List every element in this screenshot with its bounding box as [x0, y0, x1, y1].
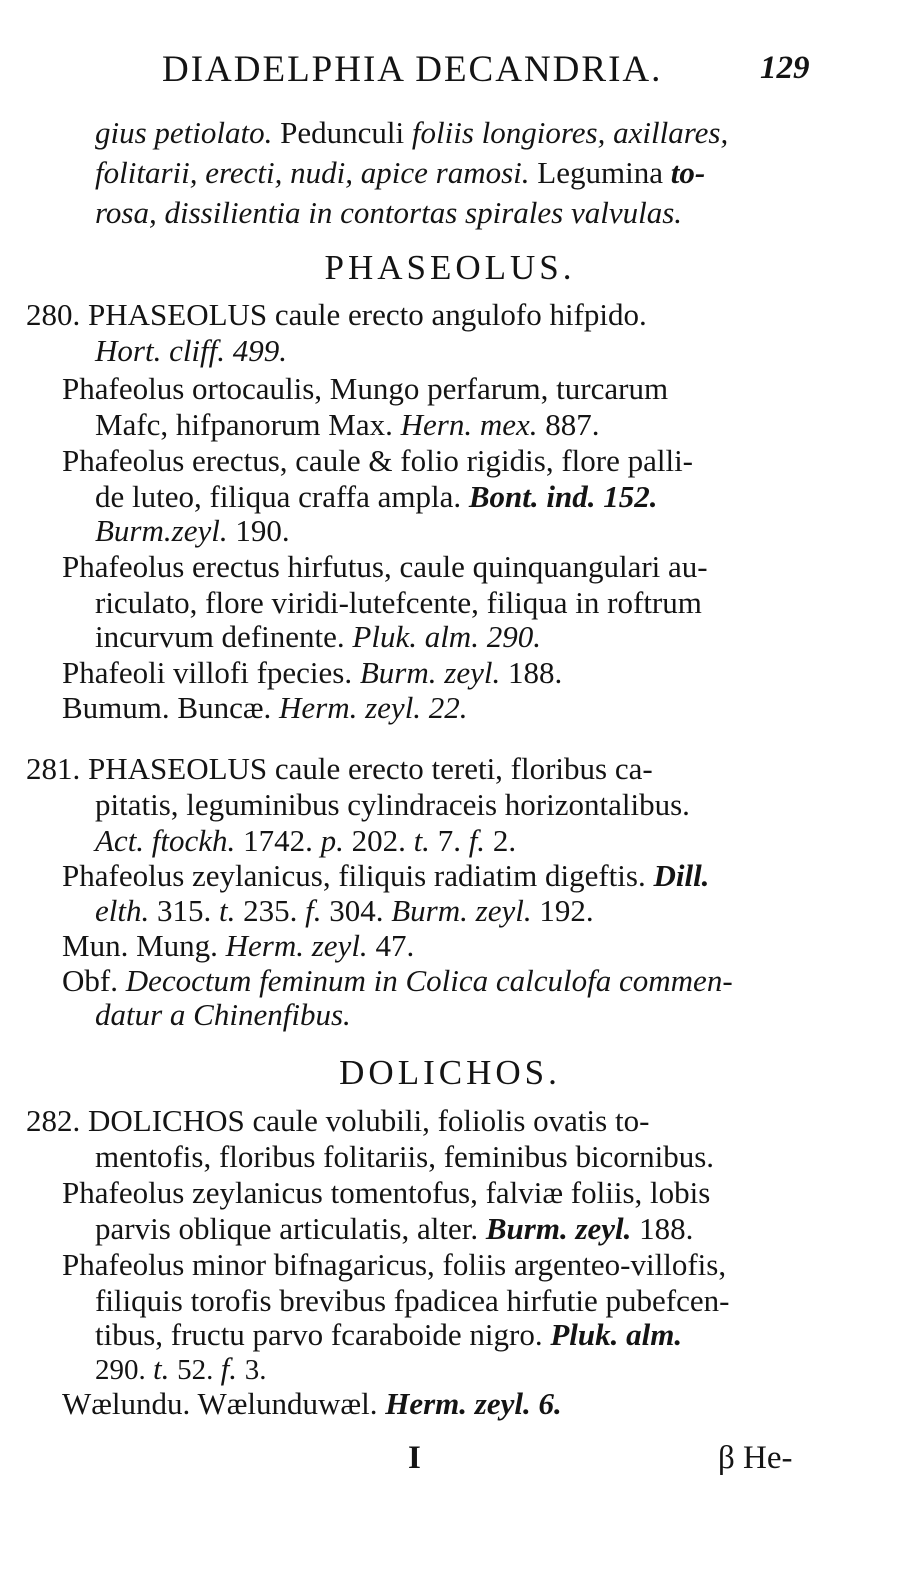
- text-run: f.: [220, 1351, 245, 1386]
- text-run: 188.: [639, 1211, 694, 1246]
- text-run: riculato, flore viridi-lutefcente, filiqua in roftrum: [95, 585, 702, 620]
- text-run: Mafc, hifpanorum Max.: [95, 407, 401, 442]
- synonym-line: [95, 407, 600, 443]
- synonym-line: [95, 479, 658, 515]
- synonym-line: [62, 549, 708, 585]
- vernacular-line: [62, 690, 468, 726]
- text-run: elth.: [95, 893, 157, 928]
- running-head-title: DIADELPHIA DECANDRIA.: [162, 49, 663, 90]
- species-diagnosis-line: [26, 297, 647, 333]
- species-diagnosis-line: [26, 751, 653, 787]
- synonym-line: [95, 619, 541, 655]
- reference-line: [95, 513, 290, 549]
- text-run: datur a Chinenfibus.: [95, 997, 351, 1032]
- text-run: pitatis, leguminibus cylindraceis horizontalibus.: [95, 787, 690, 822]
- text-run: 280. PHASEOLUS caule erecto angulofo hifpido.: [26, 297, 647, 332]
- text-run: f.: [305, 893, 330, 928]
- text-run: 1742.: [243, 823, 321, 858]
- intro-line: [95, 115, 728, 151]
- species-diagnosis-line: [95, 787, 690, 823]
- text-run: Bumum. Buncæ.: [62, 690, 280, 725]
- text-run: Wælundu. Wælunduwæl.: [62, 1386, 386, 1421]
- text-run: 190.: [235, 513, 290, 548]
- text-run: Phafeolus ortocaulis, Mungo perfarum, turcarum: [62, 371, 669, 406]
- text-run: 202.: [351, 823, 414, 858]
- text-run: folitarii, erecti, nudi, apice ramosi.: [95, 155, 530, 190]
- observation-line: [95, 997, 351, 1033]
- text-run: Mun. Mung.: [62, 928, 226, 963]
- text-run: Dill.: [653, 858, 710, 893]
- reference-line: [95, 333, 287, 369]
- species-diagnosis-line: [26, 1103, 649, 1139]
- synonym-line: [95, 1317, 682, 1353]
- text-run: Pluk. alm. 290.: [352, 619, 541, 654]
- synonym-line: [62, 371, 668, 407]
- text-run: Hern. mex.: [400, 407, 546, 442]
- text-run: tibus, fructu parvo fcaraboide nigro.: [95, 1317, 551, 1352]
- text-run: gius petiolato.: [95, 115, 273, 150]
- text-run: incurvum definente.: [95, 619, 353, 654]
- text-run: de luteo, filiqua craffa ampla.: [95, 479, 469, 514]
- text-run: t.: [219, 893, 244, 928]
- text-run: Herm. zeyl.: [225, 928, 376, 963]
- text-run: f.: [468, 823, 493, 858]
- intro-line: [95, 195, 682, 231]
- text-run: 235.: [243, 893, 306, 928]
- text-run: Pluk. alm.: [550, 1317, 683, 1352]
- genus-heading-phaseolus: PHASEOLUS.: [324, 248, 576, 287]
- text-run: 3.: [244, 1354, 267, 1386]
- catchword: β He-: [718, 1440, 793, 1476]
- text-run: 304.: [329, 893, 392, 928]
- synonym-line: [62, 443, 693, 479]
- synonym-line: [95, 585, 702, 621]
- reference-line: [95, 823, 516, 859]
- text-run: mentofis, floribus folitariis, feminibus bicornibus.: [95, 1139, 715, 1174]
- text-run: 188.: [507, 655, 563, 690]
- text-run: 315.: [157, 893, 219, 928]
- text-run: filiquis torofis brevibus fpadicea hirfutie pubefcen-: [95, 1283, 730, 1318]
- text-run: Act. ftockh.: [95, 823, 244, 858]
- text-run: Burm. zeyl.: [485, 1211, 640, 1246]
- text-run: Hort. cliff. 499.: [95, 333, 288, 368]
- text-run: Phafeoli villofi fpecies.: [62, 655, 360, 690]
- text-run: Herm. zeyl. 22.: [279, 690, 468, 725]
- synonym-line: [62, 858, 709, 894]
- observation-line: [62, 963, 733, 999]
- text-run: Herm. zeyl. 6.: [385, 1386, 562, 1421]
- synonym-line: [62, 1247, 726, 1283]
- text-run: Legumina: [529, 155, 671, 190]
- text-run: Phafeolus minor bifnagaricus, foliis argenteo-villofis,: [62, 1247, 727, 1282]
- text-run: 47.: [375, 928, 415, 963]
- text-run: Decoctum feminum in Colica calculofa commen-: [125, 963, 733, 998]
- text-run: 281. PHASEOLUS caule erecto tereti, floribus ca-: [26, 751, 653, 786]
- text-run: p.: [320, 823, 352, 858]
- text-run: Burm. zeyl.: [359, 655, 508, 690]
- text-run: 192.: [539, 893, 594, 928]
- text-run: foliis longiores, axillares,: [411, 115, 729, 150]
- text-run: 887.: [545, 407, 600, 442]
- synonym-line: [62, 1175, 710, 1211]
- vernacular-line: [62, 1386, 562, 1422]
- genus-heading-dolichos: DOLICHOS.: [339, 1053, 561, 1092]
- signature-mark: I: [408, 1440, 421, 1476]
- text-run: parvis oblique articulatis, alter.: [95, 1211, 486, 1246]
- text-run: Burm.zeyl.: [95, 513, 236, 548]
- text-run: to-: [670, 155, 706, 190]
- reference-line: [95, 1351, 267, 1388]
- text-run: Phafeolus zeylanicus, filiquis radiatim digeftis.: [62, 858, 654, 893]
- text-run: t.: [413, 823, 438, 858]
- page-footer: [0, 1440, 900, 1490]
- text-run: Bont. ind. 152.: [468, 479, 658, 514]
- species-diagnosis-line: [95, 1139, 714, 1175]
- text-run: 7.: [437, 823, 469, 858]
- text-run: 290.: [95, 1354, 153, 1386]
- page-number: 129: [760, 50, 810, 86]
- running-head: [0, 48, 900, 98]
- text-run: t.: [153, 1351, 178, 1386]
- text-run: 2.: [492, 823, 517, 858]
- text-run: Phafeolus erectus, caule & folio rigidis, flore palli-: [62, 443, 694, 478]
- text-run: 52.: [177, 1354, 221, 1386]
- text-run: 282. DOLICHOS caule volubili, foliolis ovatis to-: [26, 1103, 650, 1138]
- text-run: Burm. zeyl.: [391, 893, 540, 928]
- text-run: Obf.: [62, 963, 126, 998]
- synonym-line: [95, 1283, 729, 1319]
- text-run: rosa, dissilientia in contortas spirales valvulas.: [95, 195, 683, 230]
- text-run: Phafeolus erectus hirfutus, caule quinquangulari au-: [62, 549, 708, 584]
- reference-line: [95, 893, 594, 929]
- text-run: Pedunculi: [272, 115, 412, 150]
- text-run: Phafeolus zeylanicus tomentofus, falviæ foliis, lobis: [62, 1175, 711, 1210]
- intro-line: [95, 155, 705, 191]
- synonym-line: [62, 655, 562, 691]
- vernacular-line: [62, 928, 414, 964]
- synonym-line: [95, 1211, 693, 1247]
